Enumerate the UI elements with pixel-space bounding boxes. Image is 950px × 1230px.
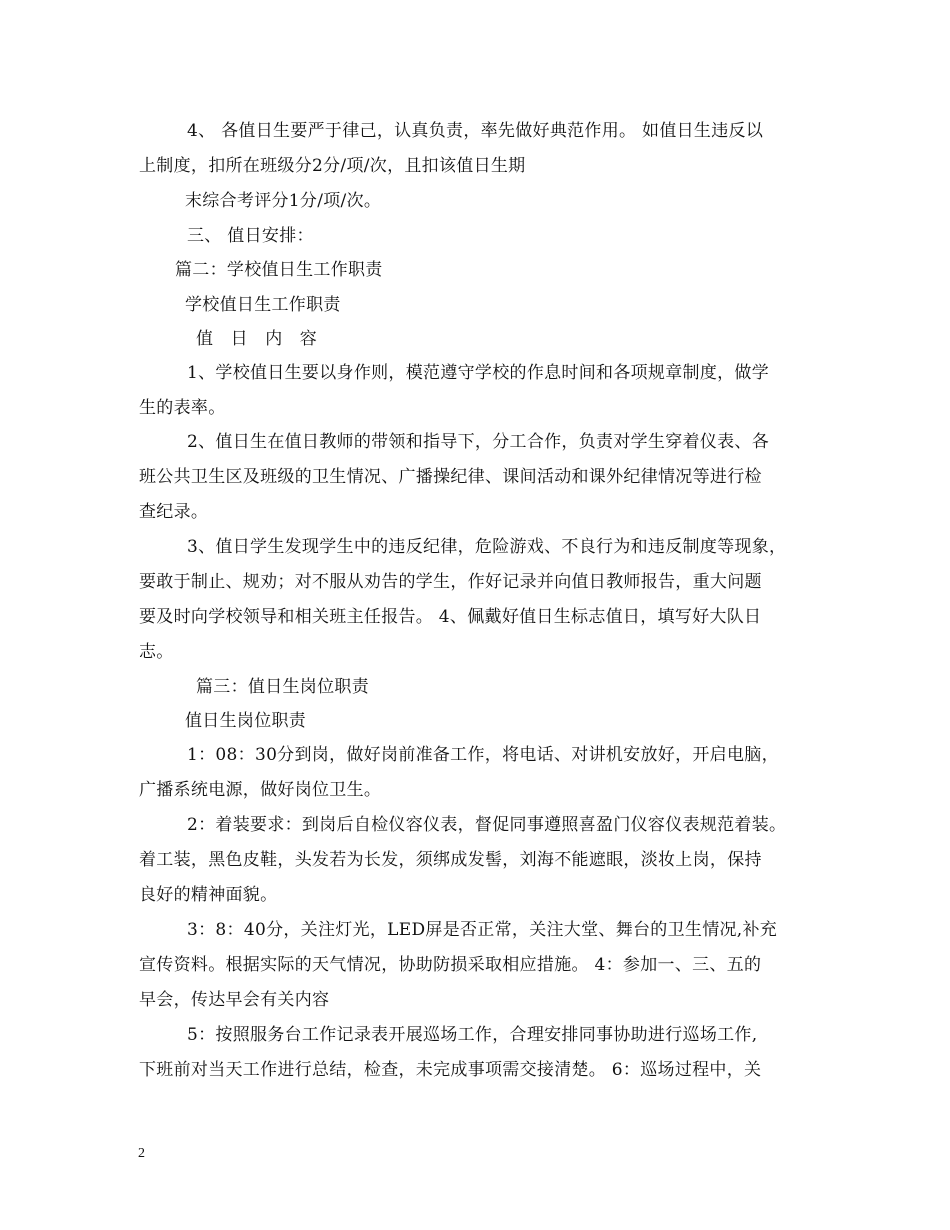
text-line: 志。 [139,642,174,662]
text-line: 上制度，扣所在班级分2分/项/次，且扣该值日生期 [139,156,526,176]
text-line: 三、 值日安排： [187,226,314,246]
text-line: 要及时向学校领导和相关班主任报告。 4、佩戴好值日生标志值日，填写好大队日 [139,607,762,627]
text-line: 2：着装要求：到岗后自检仪容仪表，督促同事遵照喜盈门仪容仪表规范着装。 [187,815,787,835]
page-number: 2 [138,1146,145,1161]
text-line: 3、值日学生发现学生中的违反纪律，危险游戏、不良行为和违反制度等现象， [187,537,787,557]
text-line: 3：8：40分，关注灯光，LED屏是否正常，关注大堂、舞台的卫生情况,补充 [187,920,778,940]
text-line: 1、学校值日生要以身作则，模范遵守学校的作息时间和各项规章制度，做学 [187,363,770,383]
section-heading: 篇二：学校值日生工作职责 [175,260,383,280]
text-line: 良好的精神面貌。 [139,885,278,905]
text-line: 末综合考评分1分/项/次。 [185,191,382,211]
text-line: 1：08：30分到岗，做好岗前准备工作，将电话、对讲机安放好，开启电脑， [187,745,779,765]
section-subtitle: 值 日 内 容 [196,329,318,349]
section-title: 值日生岗位职责 [185,711,307,731]
text-line: 宣传资料。根据实际的天气情况，协助防损采取相应措施。 4：参加一、三、五的 [139,955,762,975]
text-line: 4、 各值日生要严于律己，认真负责，率先做好典范作用。 如值日生违反以 [187,121,764,141]
text-line: 2、值日生在值日教师的带领和指导下，分工合作，负责对学生穿着仪表、各 [187,432,770,452]
text-line: 下班前对当天工作进行总结，检查，未完成事项需交接清楚。 6：巡场过程中，关 [139,1060,762,1080]
text-line: 5：按照服务台工作记录表开展巡场工作，合理安排同事协助进行巡场工作, [187,1025,758,1045]
text-line: 生的表率。 [139,398,226,418]
text-line: 要敢于制止、规劝；对不服从劝告的学生，作好记录并向值日教师报告，重大问题 [139,572,762,592]
text-line: 班公共卫生区及班级的卫生情况、广播操纪律、课间活动和课外纪律情况等进行检 [139,467,762,487]
text-line: 查纪录。 [139,502,209,522]
text-line: 广播系统电源，做好岗位卫生。 [139,780,382,800]
text-line: 着工装，黑色皮鞋，头发若为长发，须绑成发髻，刘海不能遮眼，淡妆上岗，保持 [139,850,762,870]
section-heading: 篇三：值日生岗位职责 [196,677,369,697]
text-line: 早会，传达早会有关内容 [139,990,330,1010]
section-title: 学校值日生工作职责 [185,295,341,315]
